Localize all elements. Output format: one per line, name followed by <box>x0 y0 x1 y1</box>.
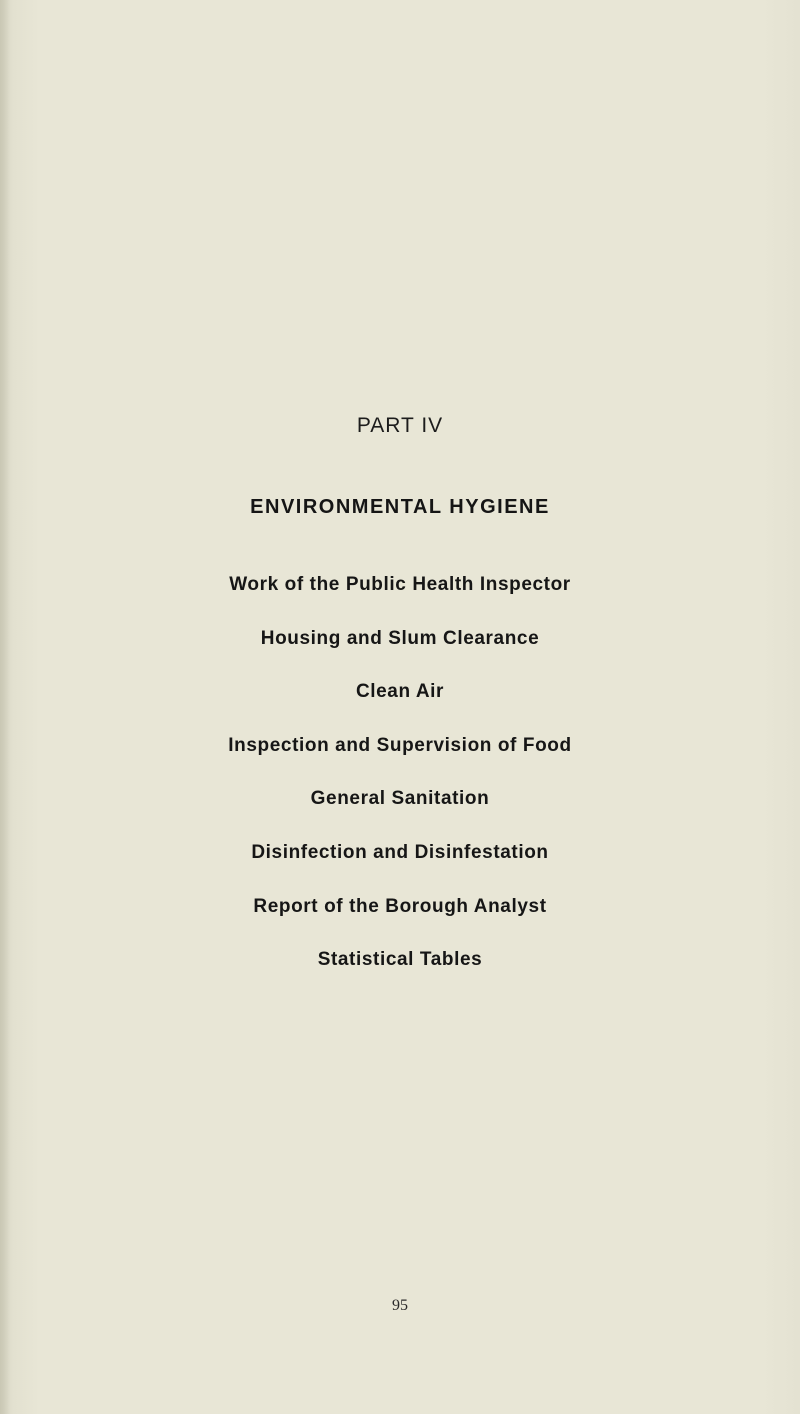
contents-item: Statistical Tables <box>317 949 483 971</box>
contents-item: Report of the Borough Analyst <box>253 895 547 917</box>
contents-list <box>0 574 800 1003</box>
contents-item: General Sanitation <box>310 788 490 810</box>
page-number: 95 <box>392 1297 408 1314</box>
contents-item: Work of the Public Health Inspector <box>229 574 571 595</box>
part-title: PART IV <box>356 414 444 437</box>
contents-item: Inspection and Supervision of Food <box>228 734 572 756</box>
contents-item: Clean Air <box>355 681 445 703</box>
section-title: ENVIRONMENTAL HYGIENE <box>250 496 550 518</box>
contents-item: Housing and Slum Clearance <box>260 627 540 649</box>
contents-item: Disinfection and Disinfestation <box>251 841 549 863</box>
